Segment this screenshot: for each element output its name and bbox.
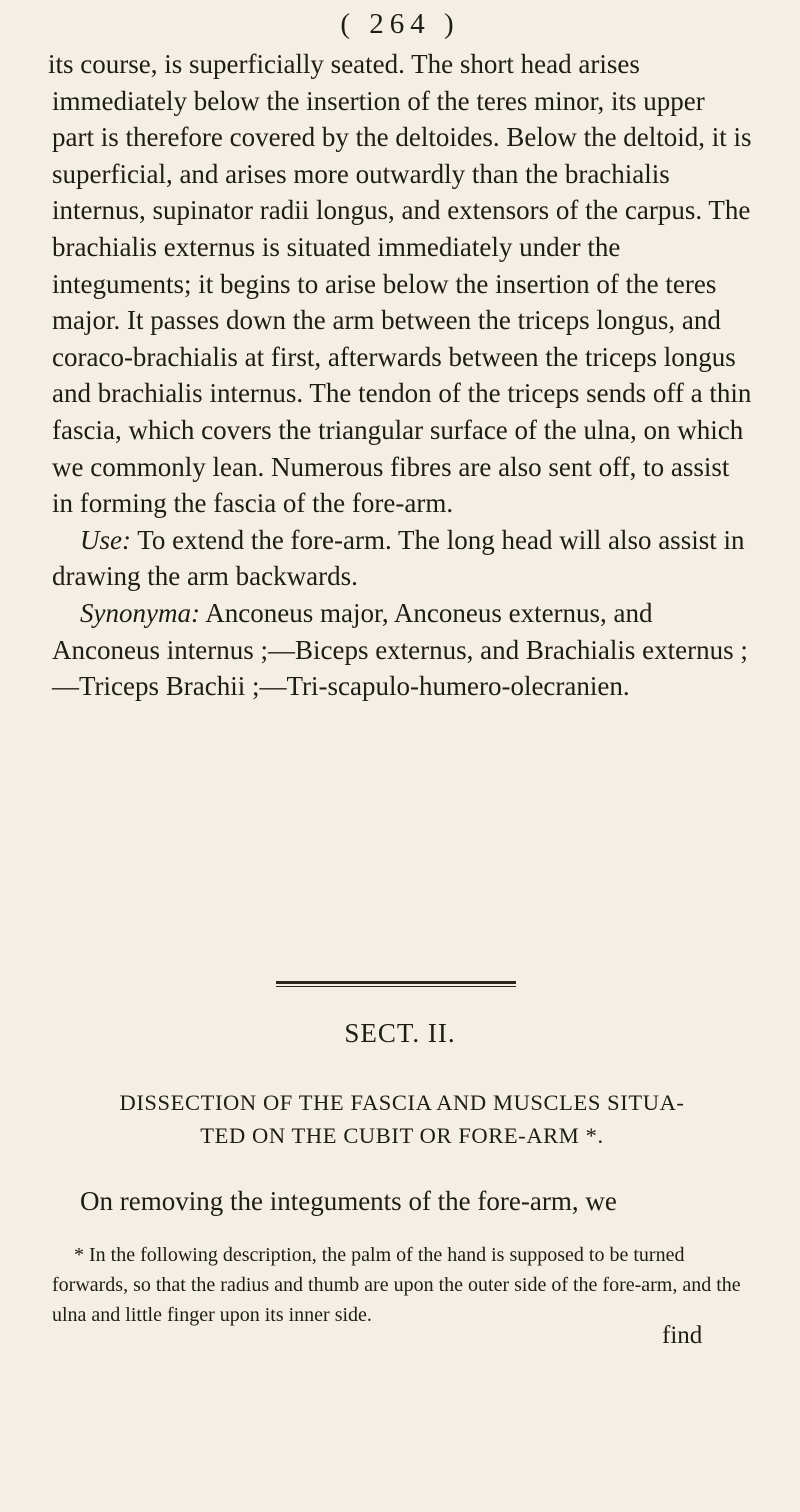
footnote-text: * In the following description, the palm of the hand is supposed to be turned forwards, so that the radius and thumb are upon the outer side of the fore-arm, and the ulna and little finger upon its inner side. — [52, 1244, 741, 1326]
catchword: find — [662, 1322, 703, 1349]
synonyma-text: Anconeus major, Anconeus externus, and Anconeus internus ;—Biceps externus, and Brachialis externus ;—Triceps Brachii ;—Tri-scapulo-humero-olecranien. — [52, 597, 748, 702]
use-text: To extend the fore-arm. The long head will also assist in drawing the arm backwards. — [52, 524, 745, 592]
section-divider — [276, 981, 516, 987]
section-title-line-1: DISSECTION OF THE FASCIA AND MUSCLES SITUA- — [119, 1090, 685, 1115]
footnote — [52, 1240, 752, 1330]
section-title — [52, 1086, 752, 1152]
use-label: Use: — [80, 524, 131, 555]
synonyma-label: Synonyma: — [80, 597, 200, 628]
paragraph-synonyma — [52, 595, 752, 705]
paragraph-use — [52, 522, 752, 595]
section-title-line-2: TED ON THE CUBIT OR FORE-ARM *. — [200, 1123, 604, 1148]
section-number: SECT. II. — [344, 1018, 456, 1048]
paragraph-muscle-description: its course, is superficially seated. The short head arises immediately below the insertion of the teres minor, its upper part is therefore covered by the deltoides. Below the deltoid, it is superficial, and arises more outwardly than the brachialis internus, supinator radii longus, and extensors of the carpus. The brachialis externus is situated immediately under the integuments; it begins to arise below the insertion of the teres major. It passes down the arm between the triceps longus, and coraco-brachialis at first, afterwards between the triceps longus and brachialis internus. The tendon of the triceps sends off a thin fascia, which covers the triangular surface of the ulna, on which we commonly lean. Numerous fibres are also sent off, to assist in forming the fascia of the fore-arm. — [48, 49, 752, 519]
paragraph-continuation: On removing the integuments of the fore-arm, we — [80, 1186, 617, 1216]
body-text — [48, 46, 752, 705]
page-number: ( 264 ) — [340, 8, 460, 40]
